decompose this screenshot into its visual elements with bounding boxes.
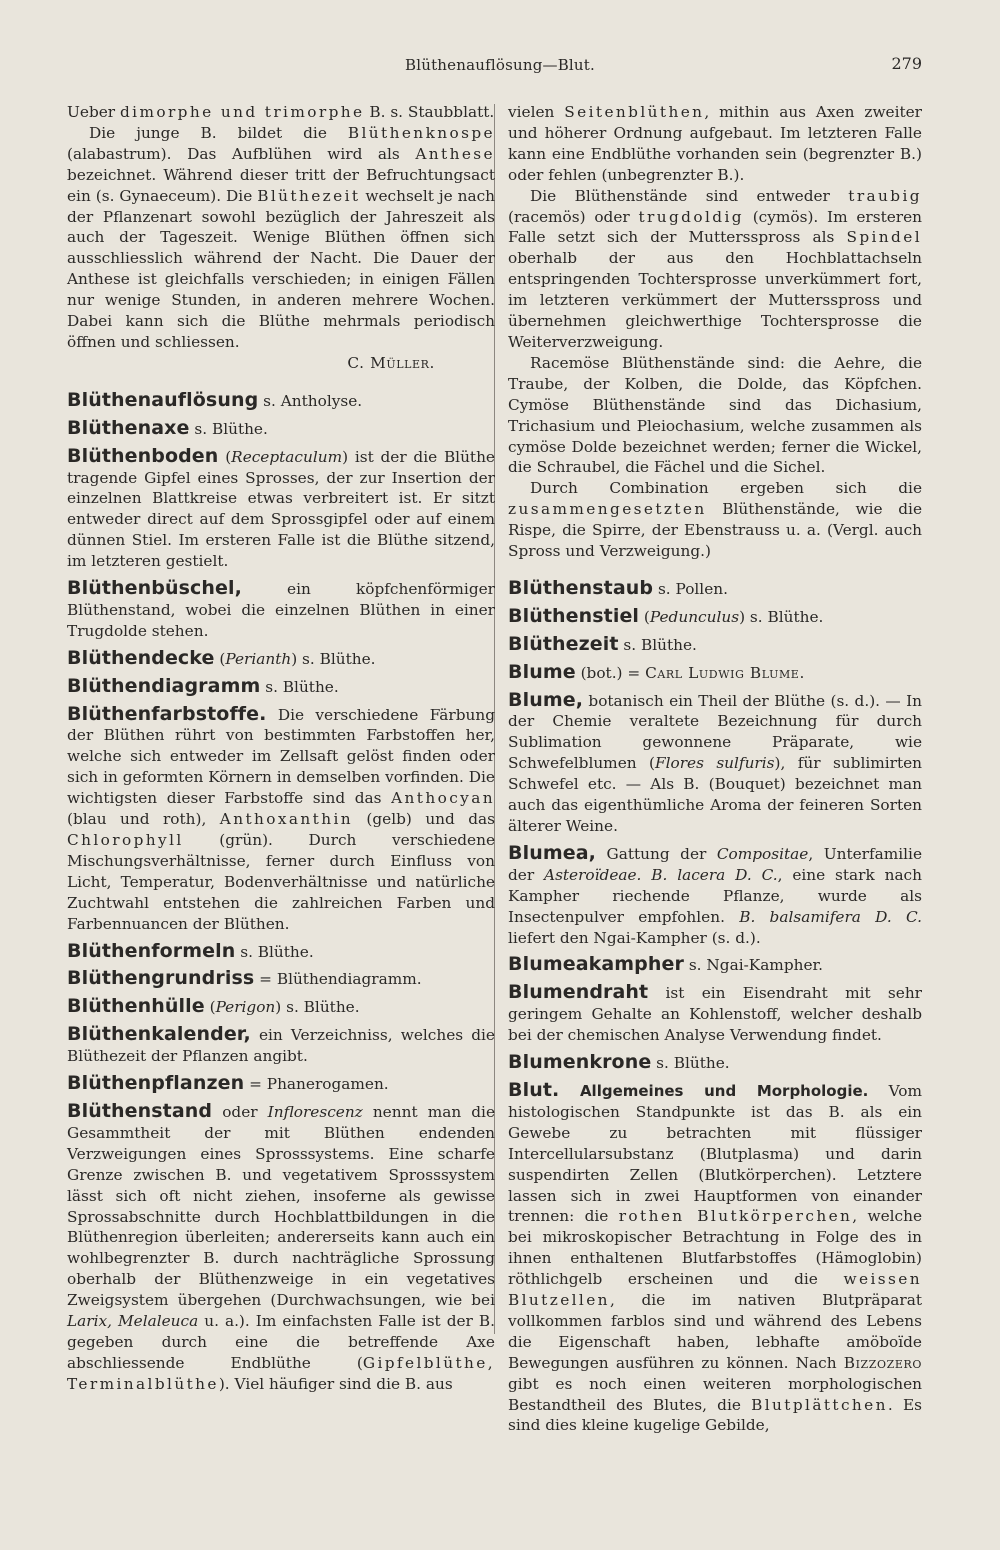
entry-bluethenpflanzen: Blüthenpflanzen = Phanerogamen. (67, 1072, 389, 1095)
entry-blumeakampher: Blumeakampher s. Ngai-Kampher. (508, 953, 824, 976)
entry-bluethenaufloesung: Blüthenauflösung s. Antholyse. (67, 388, 363, 411)
entry-bluethezeit: Blüthezeit s. Blüthe. (508, 632, 697, 655)
paragraph-dimorph: Ueber dimorphe und trimorphe B. s. Staubblatt. (67, 103, 495, 121)
entry-blume: Blume, botanisch ein Theil der Blüthe (s. d.). — In der Chemie veraltete Bezeichnung für durch Sublimation gewonnene Präparate, wie Schwefelblumen (Flores sulfuris), für sublimirten Schwefel etc. — Als B. (Bouquet) bezeichnet man auch das eigenthümliche Aroma der feineren Sorten älterer Weine. (508, 688, 922, 835)
running-title: Blüthenauflösung—Blut. (405, 56, 595, 74)
entry-bluethenkalender: Blüthenkalender, ein Verzeichniss, welches die Blüthezeit der Pflanzen angibt. (67, 1023, 495, 1066)
right-column (508, 102, 922, 1436)
author-signature: C. Müller. (347, 353, 435, 372)
entry-bluethendiagramm: Blüthendiagramm s. Blüthe. (67, 674, 339, 697)
entry-bluethengrundriss: Blüthengrundriss = Blüthendiagramm. (67, 967, 422, 990)
entry-bluethenhuelle: Blüthenhülle (Perigon) s. Blüthe. (67, 995, 360, 1018)
entry-blumenkrone: Blumenkrone s. Blüthe. (508, 1051, 730, 1074)
paragraph-combination: Durch Combination ergeben sich die zusammengesetzten Blüthenstände, wie die Rispe, die Spirre, der Ebenstrauss u. a. (Vergl. auch Spross und Verzweigung.) (508, 479, 922, 561)
paragraph-junge-bluethe: Die junge B. bildet die Blüthenknospe (alabastrum). Das Aufblühen wird als Anthese bezeichnet. Während dieser tritt der Befruchtungsact ein (s. Gynaeceum). Die Blüthezeit wechselt je nach der Pflanzenart sowohl bezüglich der Jahreszeit als auch der Tageszeit. Wenige Blüthen öffnen sich ausschliesslich während der Nacht. Die Dauer der Anthese ist gleichfalls verschieden; in einigen Fällen nur wenige Stunden, in anderen mehrere Wochen. Dabei kann sich die Blüthe mehrmals periodisch öffnen und schliessen. (67, 123, 495, 351)
entry-bluethenaxe: Blüthenaxe s. Blüthe. (67, 416, 268, 439)
paragraph-bluethenstaende: Die Blüthenstände sind entweder traubig (racemös) oder trugdoldig (cymös). Im ersteren Falle setzt sich der Muttersspross als Spindel oberhalb der aus den Hochblattachseln entspringenden Tochtersprosse unverkümmert fort, im letzteren verkümmert der Muttersspross und übernehmen gleichwerthige Tochtersprosse die Weiterverzweigung. (508, 186, 922, 351)
entry-bluethenformeln: Blüthenformeln s. Blüthe. (67, 939, 314, 962)
entry-bluethenstaub: Blüthenstaub s. Pollen. (508, 576, 728, 599)
entry-blume-bot: Blume (bot.) = Carl Ludwig Blume. (508, 660, 805, 683)
entry-bluethendecke: Blüthendecke (Perianth) s. Blüthe. (67, 646, 376, 669)
entry-bluethenstiel: Blüthenstiel (Pedunculus) s. Blüthe. (508, 604, 824, 627)
page-number: 279 (891, 54, 922, 73)
entry-blumea: Blumea, Gattung der Compositae, Unterfamilie der Asteroïdeae. B. lacera D. C., eine stark nach Kampher riechende Pflanze, wurde als Insectenpulver empfohlen. B. balsamifera D. C. liefert den Ngai-Kampher (s. d.). (508, 841, 922, 947)
paragraph-seitenbluethen: vielen Seitenblüthen, mithin aus Axen zweiter und höherer Ordnung aufgebaut. Im letzteren Falle kann eine Endblüthe vorhanden sein (begrenzter B.) oder fehlen (unbegrenzter B.). (508, 103, 922, 184)
entry-bluethenbueschel: Blüthenbüschel, ein köpfchenförmiger Blüthenstand, wobei die einzelnen Blüthen in einer Trugdolde stehen. (67, 577, 495, 640)
entry-bluethenstand: Blüthenstand oder Inflorescenz nennt man die Gesammtheit der mit Blüthen endenden Verzweigungen eines Sprosssystems. Eine scharfe Grenze zwischen B. und vegetativem Sprosssystem lässt sich oft nicht ziehen, insoferne als gewisse Sprossabschnitte durch Hochblattbildungen in die Blüthenregion überleiten; andererseits kann auch ein wohlbegrenzter B. durch nachträgliche Sprossung oberhalb der Blüthenzweige in ein vegetatives Zweigsystem übergehen (Durchwachsungen, wie bei Larix, Melaleuca u. a.). Im einfachsten Falle ist der B. gegeben durch eine die betreffende Axe abschliessende Endblüthe (Gipfelblüthe, Terminalblüthe). Viel häufiger sind die B. aus (67, 1099, 496, 1393)
paragraph-racemoese: Racemöse Blüthenstände sind: die Aehre, die Traube, der Kolben, die Dolde, das Köpfchen. Cymöse Blüthenstände sind das Dichasium, Trichasium und Pleiochasium, welche zusammen als cymöse Dolde bezeichnet werden; ferner die Wickel, die Schraubel, die Fächel und die Sichel. (508, 353, 922, 477)
entry-blut: Blut. Allgemeines und Morphologie. Vom histologischen Standpunkte ist das B. als ein Gewebe zu betrachten mit flüssiger Intercellularsubstanz (Blutplasma) und darin suspendirten Zellen (Blutkörperchen). Letztere lassen sich in zwei Hauptformen von einander trennen: die rothen Blutkörperchen, welche bei mikroskopischer Betrachtung in Folge des in ihnen enthaltenen Blutfarbstoffes (Hämoglobin) röthlichgelb erscheinen und die weissen Blutzellen, die im nativen Blutpräparat vollkommen farblos sind und während des Lebens die Eigenschaft haben, lebhafte amöboïde Bewegungen ausführen zu können. Nach Bizzozero gibt es noch einen weiteren morphologischen Bestandtheil des Blutes, die Blutplättchen. Es sind dies kleine kugelige Gebilde, (508, 1078, 922, 1435)
entry-bluethenboden: Blüthenboden (Receptaculum) ist der die Blüthe tragende Gipfel eines Sprosses, der zur Insertion der einzelnen Blattkreise etwas verbreitert ist. Er sitzt entweder direct auf dem Sprossgipfel oder auf einem dünnen Stiel. Im ersteren Falle ist die Blüthe sitzend, im letzteren gestielt. (67, 444, 495, 571)
entry-blumendraht: Blumendraht ist ein Eisendraht mit sehr geringem Gehalte an Kohlenstoff, welcher deshalb bei der chemischen Analyse Verwendung findet. (508, 981, 922, 1045)
left-column (67, 102, 495, 1395)
entry-bluethenfarbstoffe: Blüthenfarbstoffe. Die verschiedene Färbung der Blüthen rührt von bestimmten Farbstoffen her, welche sich entweder im Zellsaft gelöst finden oder sich in geformten Körnern in demselben vorfinden. Die wichtigsten dieser Farbstoffe sind das Anthocyan (blau und roth), Anthoxanthin (gelb) und das Chlorophyll (grün). Durch verschiedene Mischungsverhältnisse, ferner durch Einfluss von Licht, Temperatur, Bodenverhältnisse und natürliche Zuchtwahl entstehen die zahlreichen Farben und Farbennuancen der Blüthen. (67, 702, 495, 933)
